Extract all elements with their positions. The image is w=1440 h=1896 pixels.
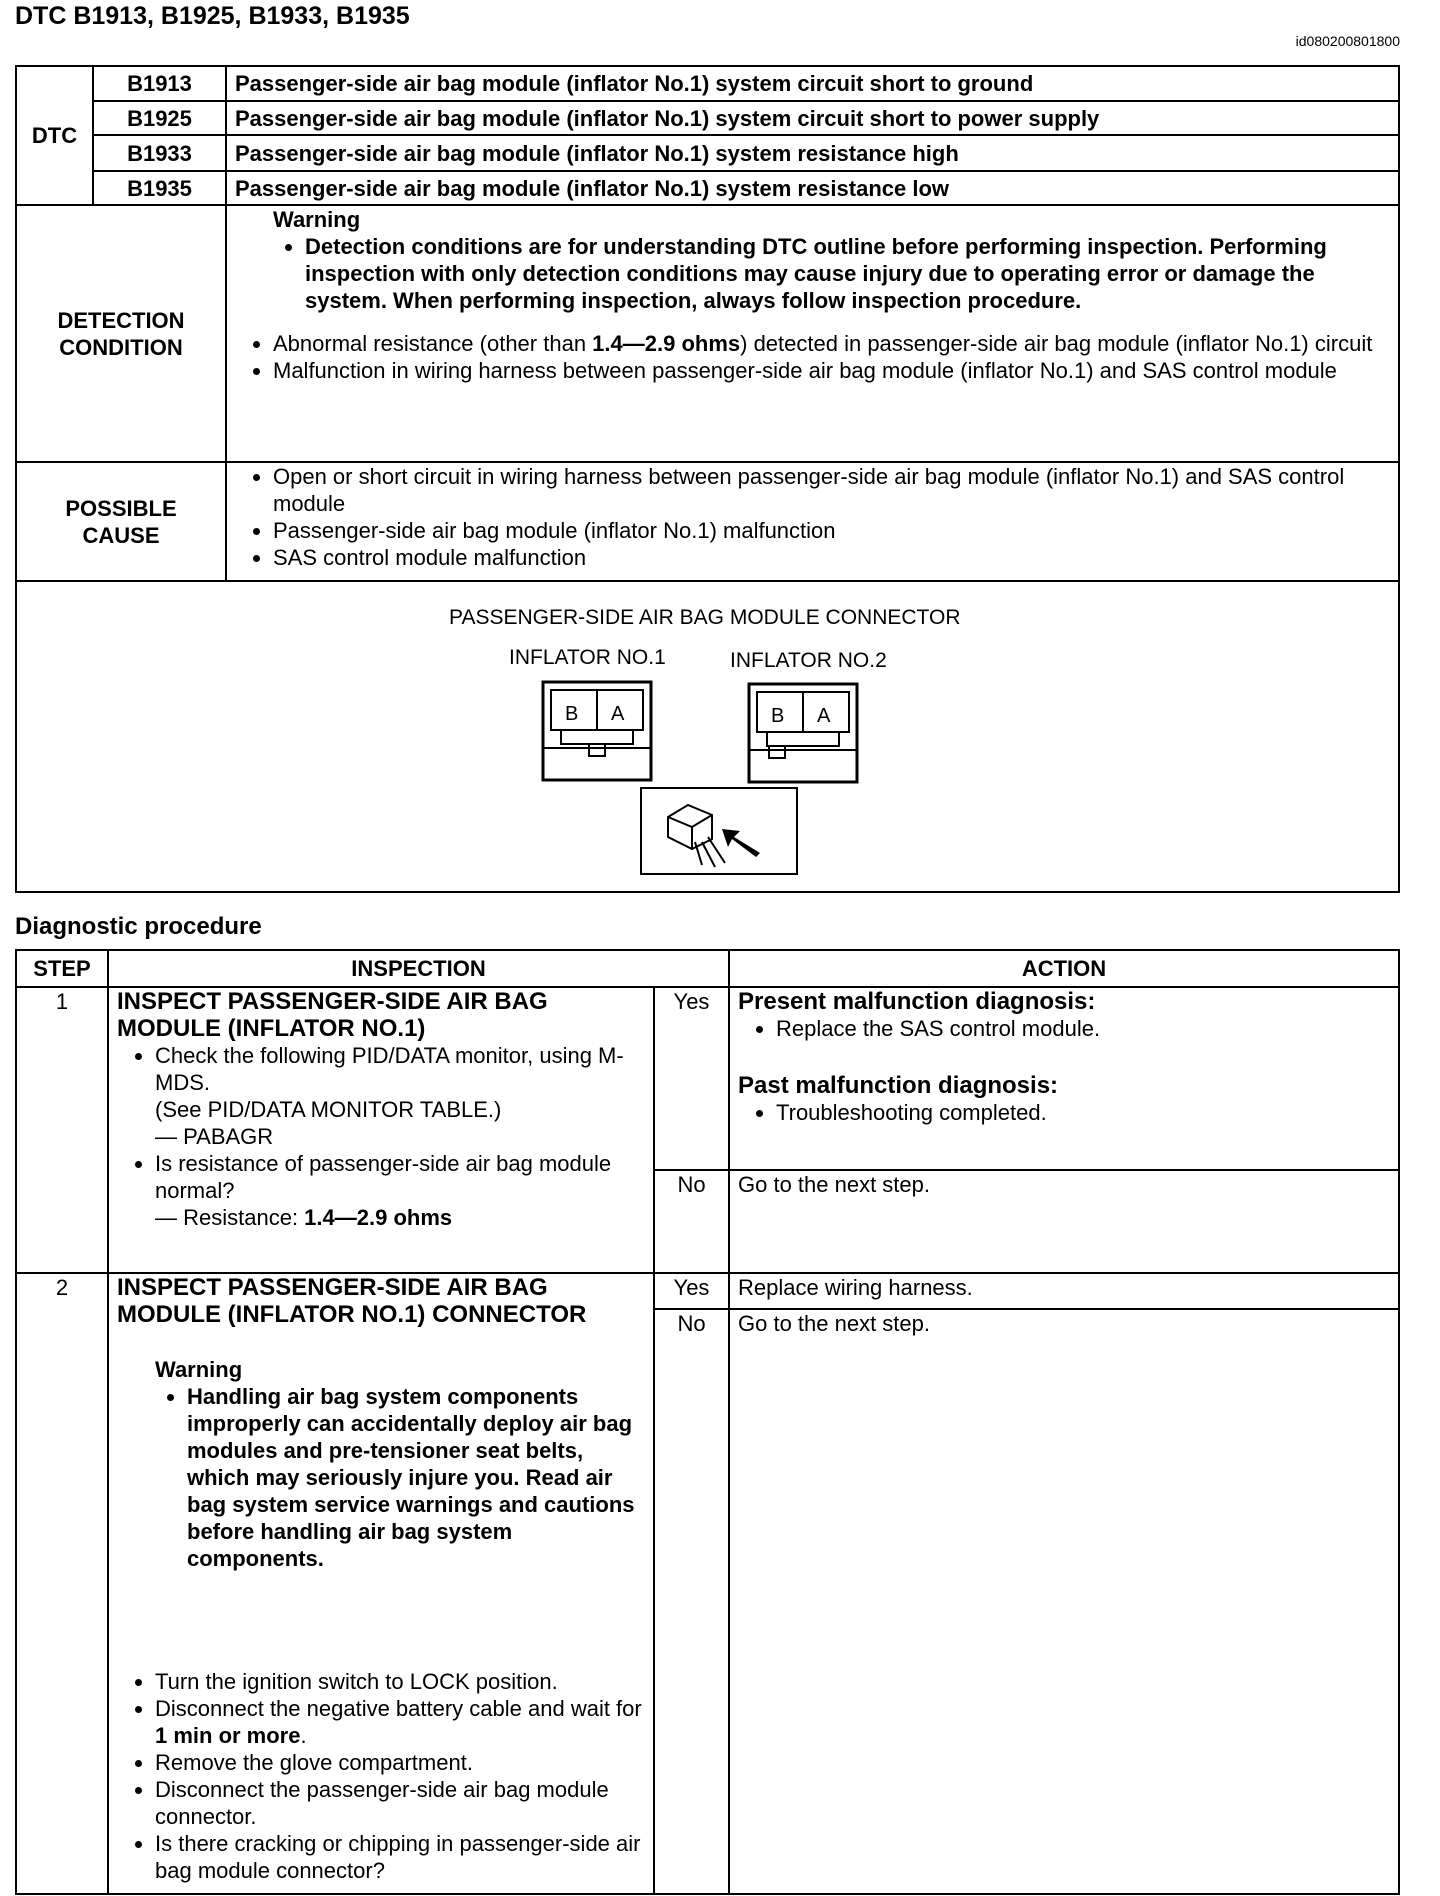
dtc-description: Passenger-side air bag module (inflator No.1) system circuit short to ground xyxy=(226,66,1399,101)
step-heading: INSPECT PASSENGER-SIDE AIR BAG MODULE (INFLATOR NO.1) CONNECTOR xyxy=(117,1274,587,1328)
text: . xyxy=(300,1723,307,1748)
dtc-label: DTC xyxy=(16,66,93,205)
header-inspection: INSPECTION xyxy=(108,950,729,987)
inflator1-connector-icon xyxy=(541,680,653,784)
dtc-code: B1933 xyxy=(93,135,226,171)
inspection-item: • Disconnect the passenger-side air bag module connector. xyxy=(155,1776,645,1830)
inspection-item: • Turn the ignition switch to LOCK position. xyxy=(155,1668,645,1695)
inflator2-connector-icon xyxy=(747,682,859,786)
step-number: 1 xyxy=(16,987,108,1273)
cause-item: • Open or short circuit in wiring harness between passenger-side air bag module (inflator No.1) and SAS control module xyxy=(273,463,1390,517)
connector-view-direction-icon xyxy=(640,787,798,877)
detection-item xyxy=(273,330,1390,357)
step1-yes-action xyxy=(729,987,1399,1170)
detection-condition-content xyxy=(226,205,1399,462)
inflator1-label: INFLATOR NO.1 xyxy=(509,646,666,669)
warning-title: Warning xyxy=(155,1357,243,1382)
detection-item: • Malfunction in wiring harness between passenger-side air bag module (inflator No.1) and SAS control module xyxy=(273,357,1390,384)
present-diagnosis-heading: Present malfunction diagnosis: xyxy=(738,988,1096,1015)
text: ) detected in passenger-side air bag module (inflator No.1) circuit xyxy=(740,331,1373,356)
yes-label: Yes xyxy=(654,987,729,1170)
step-heading: INSPECT PASSENGER-SIDE AIR BAG MODULE (INFLATOR NO.1) xyxy=(117,988,548,1042)
cause-item: • SAS control module malfunction xyxy=(273,544,1390,571)
diagnostic-procedure-table xyxy=(15,949,1400,1895)
pin-a: A xyxy=(611,703,625,725)
warning-block xyxy=(235,206,1390,314)
header-step: STEP xyxy=(16,950,108,987)
step-number: 2 xyxy=(16,1273,108,1894)
possible-cause-content xyxy=(226,462,1399,581)
connector-diagram-cell xyxy=(16,581,1399,892)
warning-text: • Handling air bag system components improperly can accidentally deploy air bag modules and pre-tensioner seat belts, which may seriously injure you. Read air bag system service warnings and cautions before handling air bag system components. xyxy=(187,1383,645,1572)
pin-b: B xyxy=(771,705,785,727)
label-line: POSSIBLE xyxy=(65,495,177,521)
no-label: No xyxy=(654,1309,729,1894)
possible-cause-label xyxy=(16,462,226,581)
step2-no-action: Go to the next step. xyxy=(729,1309,1399,1894)
text: Check the following PID/DATA monitor, using M-MDS. xyxy=(155,1043,624,1095)
text: Disconnect the negative battery cable and wait for xyxy=(155,1696,642,1721)
dtc-description: Passenger-side air bag module (inflator No.1) system resistance high xyxy=(226,135,1399,171)
step1-inspection xyxy=(108,987,654,1273)
action-item: • Troubleshooting completed. xyxy=(776,1099,1390,1126)
no-label: No xyxy=(654,1170,729,1273)
inspection-item xyxy=(155,1695,645,1749)
diagnostic-procedure-heading: Diagnostic procedure xyxy=(15,913,262,940)
document-id: id080200801800 xyxy=(1295,33,1400,49)
action-item: • Replace the SAS control module. xyxy=(776,1015,1390,1042)
value: 1 min or more xyxy=(155,1723,301,1748)
warning-text: • Detection conditions are for understanding DTC outline before performing inspection. Performing inspection with only detection conditions may cause injury due to operating error or damage the system. When performing inspection, always follow inspection procedure. xyxy=(305,233,1390,314)
pin-a: A xyxy=(817,705,831,727)
inspection-item xyxy=(155,1042,645,1150)
label-line: CONDITION xyxy=(59,334,183,360)
value: 1.4—2.9 ohms xyxy=(592,331,741,356)
pid-name: — PABAGR xyxy=(155,1124,274,1149)
page-title: DTC B1913, B1925, B1933, B1935 xyxy=(15,2,410,30)
dtc-code: B1935 xyxy=(93,171,226,205)
diagram-title: PASSENGER-SIDE AIR BAG MODULE CONNECTOR xyxy=(449,606,961,629)
dtc-code: B1925 xyxy=(93,101,226,135)
pin-b: B xyxy=(565,703,579,725)
dtc-description: Passenger-side air bag module (inflator No.1) system circuit short to power supply xyxy=(226,101,1399,135)
warning-title: Warning xyxy=(273,207,361,232)
inflator2-label: INFLATOR NO.2 xyxy=(730,649,887,672)
text: Abnormal resistance (other than xyxy=(273,331,593,356)
dtc-table xyxy=(15,65,1400,893)
cause-item: • Passenger-side air bag module (inflator No.1) malfunction xyxy=(273,517,1390,544)
connector-diagram xyxy=(17,582,1398,889)
header-action: ACTION xyxy=(729,950,1399,987)
text: Is resistance of passenger-side air bag module normal? xyxy=(155,1151,612,1203)
inspection-item xyxy=(155,1150,645,1231)
step2-inspection xyxy=(108,1273,654,1894)
text: — Resistance: xyxy=(155,1205,305,1230)
past-diagnosis-heading: Past malfunction diagnosis: xyxy=(738,1072,1059,1099)
inspection-item: • Is there cracking or chipping in passenger-side air bag module connector? xyxy=(155,1830,645,1884)
warning-block xyxy=(117,1356,645,1572)
label-line: CAUSE xyxy=(82,522,160,548)
text: (See PID/DATA MONITOR TABLE.) xyxy=(155,1097,502,1122)
yes-label: Yes xyxy=(654,1273,729,1309)
step2-yes-action: Replace wiring harness. xyxy=(729,1273,1399,1309)
detection-condition-label xyxy=(16,205,226,462)
label-line: DETECTION xyxy=(57,307,185,333)
value: 1.4—2.9 ohms xyxy=(304,1205,453,1230)
dtc-description: Passenger-side air bag module (inflator No.1) system resistance low xyxy=(226,171,1399,205)
dtc-code: B1913 xyxy=(93,66,226,101)
step1-no-action: Go to the next step. xyxy=(729,1170,1399,1273)
inspection-item: • Remove the glove compartment. xyxy=(155,1749,645,1776)
